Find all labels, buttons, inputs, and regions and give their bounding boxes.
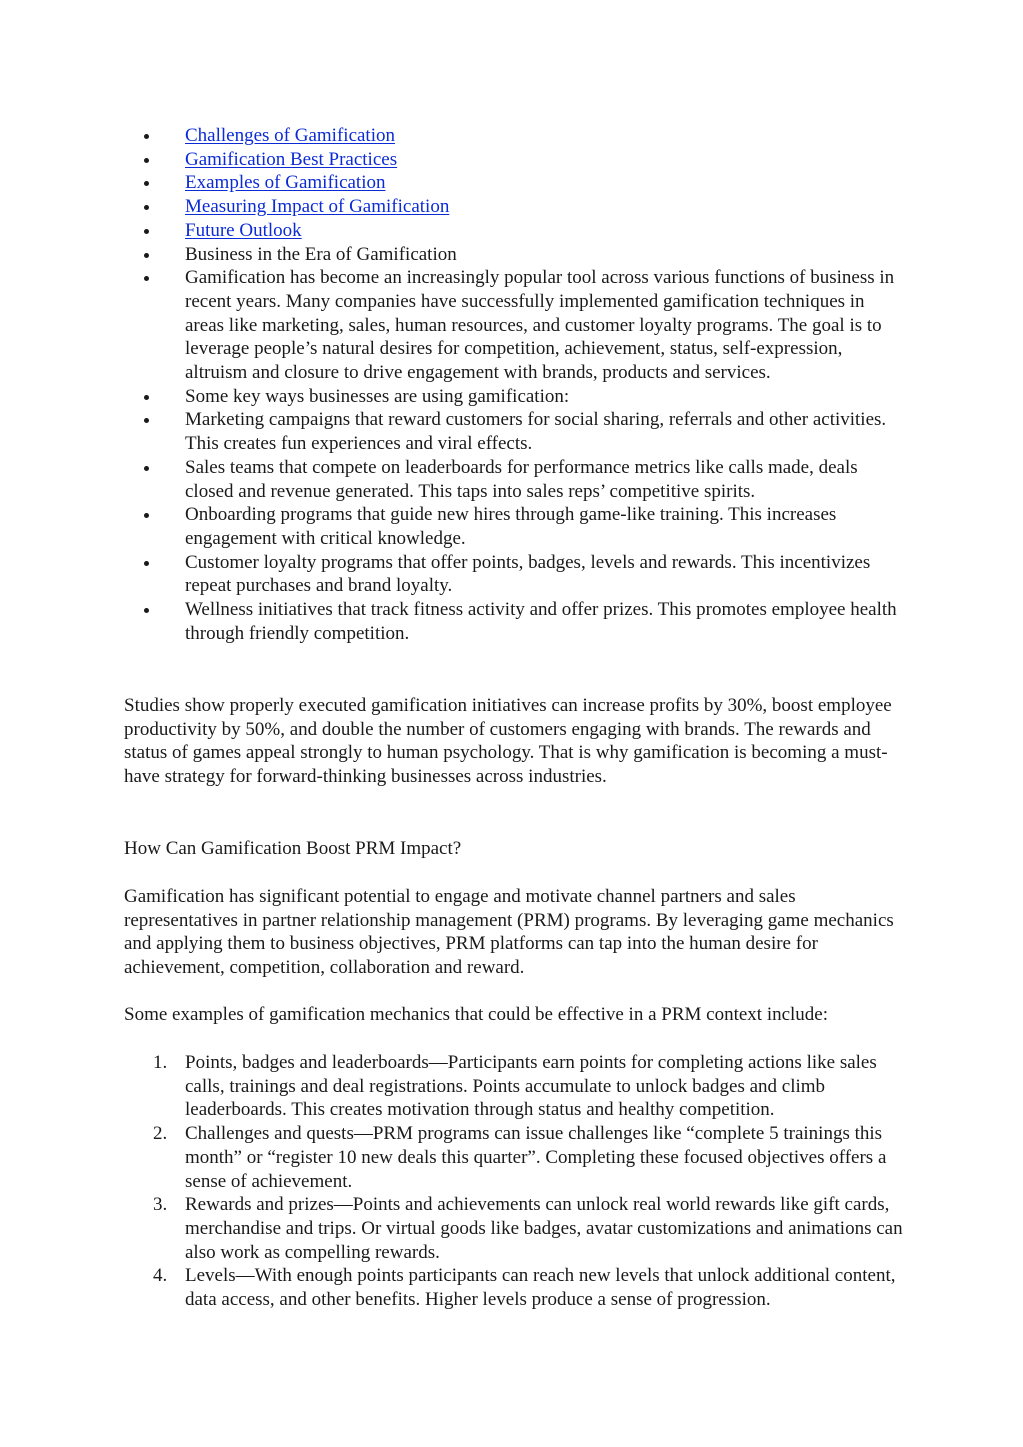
list-number: 2. [153, 1123, 168, 1145]
list-number: 3. [153, 1194, 168, 1216]
prm-heading: How Can Gamification Boost PRM Impact? [124, 838, 462, 859]
list-number: 4. [153, 1265, 168, 1287]
studies-paragraph: Studies show properly executed gamification initiatives can increase profits by 30%, boost employee productivity by 50%, and double the number of customers engaging with brands. The rewards and status of games appeal strongly to human psychology. That is why gamification is becoming a must-have strategy for forward-thinking businesses across industries. [124, 695, 892, 788]
prm-intro-paragraph: Gamification has significant potential to engage and motivate channel partners and sales representatives in partner relationship management (PRM) programs. By leveraging game mechanics and applying them to business objectives, PRM platforms can tap into the human desire for achievement, competition, collaboration and reward. [124, 886, 894, 979]
list-item [185, 503, 905, 550]
list-item [185, 219, 905, 243]
bullet-text: Gamification has become an increasingly popular tool across various functions of business in recent years. Many companies have successfully implemented gamification techniques in areas like marketing, sales, human resources, and customer loyalty programs. The goal is to leverage people’s natural desires for competition, achievement, status, self-expression, altruism and closure to drive engagement with brands, products and services. [185, 267, 895, 384]
list-item [185, 598, 905, 645]
list-item [185, 124, 905, 148]
list-item-text: Levels—With enough points participants can reach new levels that unlock additional content, data access, and other benefits. Higher levels produce a sense of progression. [185, 1265, 896, 1311]
bullet-text: Marketing campaigns that reward customers for social sharing, referrals and other activities. This creates fun experiences and viral effects. [185, 409, 887, 455]
list-item [185, 148, 905, 172]
list-item [153, 1122, 905, 1193]
examples-intro-paragraph: Some examples of gamification mechanics that could be effective in a PRM context include: [124, 1004, 829, 1025]
bullet-text: Onboarding programs that guide new hires through game-like training. This increases engagement with critical knowledge. [185, 504, 837, 549]
list-item [185, 456, 905, 503]
list-number: 1. [153, 1052, 168, 1073]
bullet-text: Sales teams that compete on leaderboards for performance metrics like calls made, deals closed and revenue generated. This taps into sales reps’ competitive spirits. [185, 456, 858, 502]
bullet-text: Wellness initiatives that track fitness activity and offer prizes. This promotes employee health through friendly competition. [185, 599, 897, 644]
list-item [185, 243, 905, 267]
list-item-text: Rewards and prizes—Points and achievements can unlock real world rewards like gift cards, merchandise and trips. Or virtual goods like badges, avatar customizations and animations can also work as compelling rewards. [185, 1194, 903, 1263]
toc-link-measuring-impact[interactable]: Measuring Impact of Gamification [185, 196, 450, 218]
list-item-text: Points, badges and leaderboards—Participants earn points for completing actions like sales calls, trainings and deal registrations. Points accumulate to unlock badges and climb leaderboards. This creates motivation through status and healthy competition. [185, 1052, 877, 1121]
toc-link-examples[interactable]: Examples of Gamification [185, 172, 386, 194]
numbered-list [153, 1051, 905, 1312]
list-item [185, 385, 905, 409]
list-item [153, 1264, 905, 1311]
bullet-list [185, 124, 905, 645]
bullet-text: Customer loyalty programs that offer points, badges, levels and rewards. This incentivizes repeat purchases and brand loyalty. [185, 551, 871, 597]
list-item [153, 1051, 905, 1122]
list-item [185, 551, 905, 598]
list-item [185, 171, 905, 195]
list-item [153, 1193, 905, 1264]
list-item [185, 408, 905, 455]
toc-link-future-outlook[interactable]: Future Outlook [185, 219, 302, 241]
toc-link-challenges[interactable]: Challenges of Gamification [185, 125, 395, 146]
list-item [185, 195, 905, 219]
list-item [185, 266, 905, 385]
toc-link-best-practices[interactable]: Gamification Best Practices [185, 148, 398, 170]
bullet-text: Some key ways businesses are using gamification: [185, 385, 570, 407]
bullet-text: Business in the Era of Gamification [185, 243, 457, 265]
list-item-text: Challenges and quests—PRM programs can issue challenges like “complete 5 trainings this month” or “register 10 new deals this quarter”. Completing these focused objectives offers a sense of achievement. [185, 1123, 887, 1192]
